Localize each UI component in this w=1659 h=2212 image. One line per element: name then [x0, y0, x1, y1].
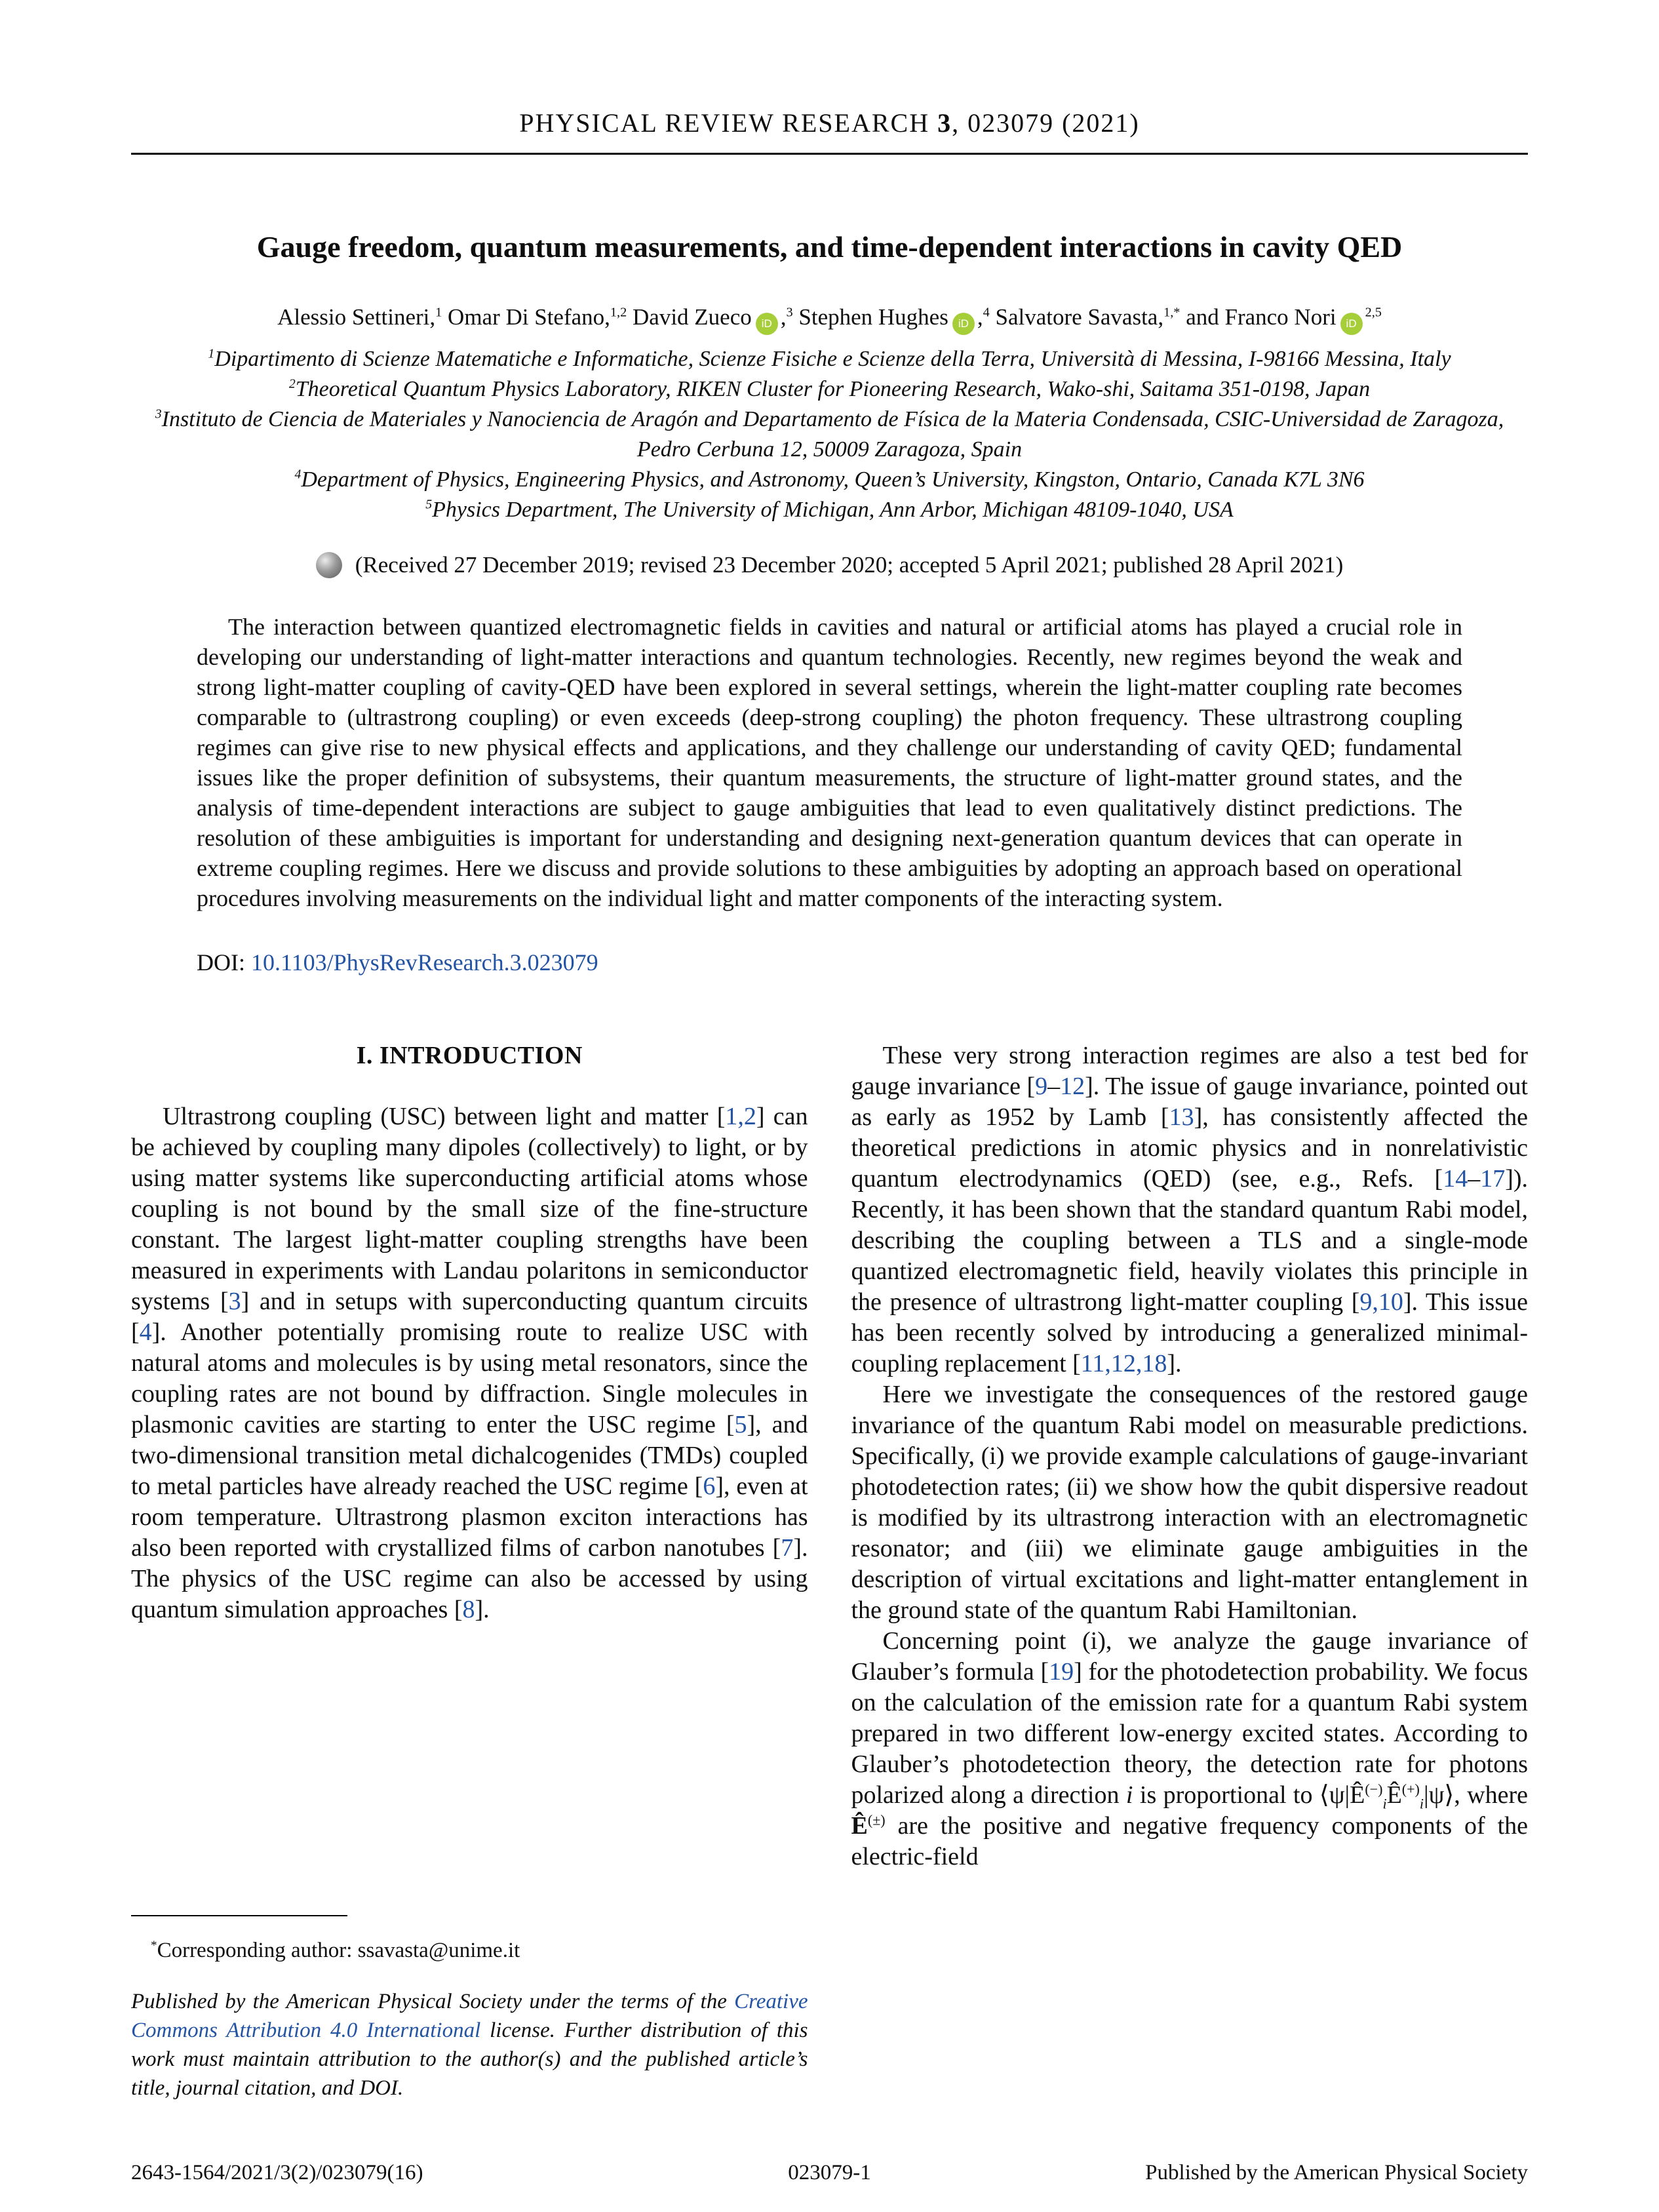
- text-segment: is proportional to ⟨ψ|: [1133, 1781, 1350, 1809]
- citation-link[interactable]: 7: [781, 1534, 794, 1562]
- text-segment: ,: [780, 304, 787, 330]
- footnote-block: [131, 1915, 808, 2103]
- text-segment: ].: [1167, 1350, 1182, 1377]
- text-segment: ], even at room temperature. Ultrastrong plasmon exciton interactions has also been reported with crystallized films of carbon nanotubes [: [131, 1472, 808, 1562]
- text-segment: Alessio Settineri,: [277, 304, 436, 330]
- text-segment: Stephen Hughes: [792, 304, 948, 330]
- text-segment: Ê: [851, 1812, 868, 1840]
- text-segment: Concerning point (i), we analyze the gauge invariance of Glauber’s formula [: [851, 1627, 1528, 1686]
- text-segment: These very strong interaction regimes are also a test bed for gauge invariance [: [851, 1042, 1528, 1100]
- text-segment: 2,5: [1365, 305, 1382, 320]
- corresponding-author-note: [131, 1936, 808, 1965]
- affiliations-block: [131, 344, 1528, 525]
- text-segment: license. Further distribution of this work must maintain attribution to the author(s) and the published article’s title, journal citation, and DOI.: [131, 2019, 808, 2100]
- text-segment: –: [1468, 1165, 1481, 1193]
- text-segment: 1: [208, 346, 215, 361]
- text-segment: ]). Recently, it has been shown that the standard quantum Rabi model, describing the coupling between a TLS and a single-mode quantized electromagnetic field, heavily violates this principle in the presence of ultrastrong light-matter coupling [: [851, 1165, 1528, 1316]
- citation-link[interactable]: 9: [1035, 1073, 1048, 1100]
- affiliation-1: [131, 344, 1528, 374]
- text-segment: 1,*: [1163, 305, 1181, 320]
- citation-link[interactable]: 6: [703, 1472, 716, 1500]
- received-text: (Received 27 December 2019; revised 23 December 2020; accepted 5 April 2021; published 28 April 2021): [355, 552, 1344, 578]
- text-segment: Physics Department, The University of Michigan, Ann Arbor, Michigan 48109-1040, USA: [432, 498, 1234, 522]
- text-segment: Ê: [1350, 1781, 1365, 1809]
- column-spacer: [131, 1625, 808, 1915]
- text-segment: ]. The issue of gauge invariance, pointed out as early as 1952 by Lamb [: [851, 1073, 1528, 1131]
- orcid-icon[interactable]: iD: [756, 313, 778, 335]
- text-segment: –: [1047, 1073, 1061, 1100]
- doi-line: [197, 947, 1528, 978]
- text-segment: 2: [288, 376, 296, 391]
- hyperlink[interactable]: 10.1103/PhysRevResearch.3.023079: [251, 949, 598, 976]
- body-paragraph-1: [851, 1040, 1529, 1379]
- text-segment: 3: [937, 108, 952, 138]
- affiliation-2: [131, 374, 1528, 405]
- issn-article-code: 2643-1564/2021/3(2)/023079(16): [131, 2161, 423, 2184]
- text-segment: ]. The physics of the USC regime can also be accessed by using quantum simulation approaches [: [131, 1534, 808, 1623]
- citation-link[interactable]: 19: [1049, 1658, 1074, 1686]
- authors-line: [131, 302, 1528, 335]
- orcid-icon[interactable]: iD: [1340, 313, 1363, 335]
- text-segment: Published by the American Physical Society under the terms of the: [131, 1990, 735, 2013]
- orcid-icon[interactable]: iD: [952, 313, 975, 335]
- text-segment: i: [1125, 1781, 1133, 1809]
- text-segment: ,: [977, 304, 983, 330]
- body-paragraph-2: [851, 1379, 1529, 1626]
- body-columns: [131, 1040, 1528, 2103]
- text-segment: (±): [867, 1811, 886, 1828]
- citation-link[interactable]: 3: [228, 1288, 241, 1315]
- text-segment: , 023079 (2021): [952, 108, 1140, 138]
- text-segment: Dipartimento di Scienze Matematiche e Informatiche, Scienze Fisiche e Scienze della Terra, Università di Messina, I-98166 Messina, Italy: [214, 347, 1451, 371]
- citation-link[interactable]: 1,2: [725, 1103, 756, 1130]
- text-segment: are the positive and negative frequency components of the electric-field: [851, 1812, 1528, 1870]
- text-segment: David Zueco: [627, 304, 752, 330]
- citation-link[interactable]: 5: [734, 1411, 747, 1438]
- header-rule: [131, 153, 1528, 155]
- license-note: [131, 1987, 808, 2103]
- footnote-rule: [131, 1915, 347, 1916]
- abstract: The interaction between quantized electromagnetic fields in cavities and natural or artificial atoms has played a crucial role in developing our understanding of light-matter interactions and quantum technologies. Recently, new regimes beyond the weak and strong light-matter coupling of cavity-QED have been explored in several settings, wherein the light-matter coupling rate becomes comparable to (ultrastrong coupling) or even exceeds (deep-strong coupling) the photon frequency. These ultrastrong coupling regimes can give rise to new physical effects and applications, and they challenge our understanding of cavity QED; fundamental issues like the proper definition of subsystems, their quantum measurements, the structure of light-matter ground states, and the analysis of time-dependent interactions are subject to gauge ambiguities that lead to even qualitatively distinct predictions. The resolution of these ambiguities is important for understanding and designing next-generation quantum devices that can operate in extreme coupling regimes. Here we discuss and provide solutions to these ambiguities by adopting an approach based on operational procedures involving measurements on the individual light and matter components of the interacting system.: [197, 614, 1462, 911]
- text-segment: Ultrastrong coupling (USC) between light and matter [: [163, 1103, 726, 1130]
- text-segment: Salvatore Savasta,: [989, 304, 1164, 330]
- citation-link[interactable]: 4: [139, 1318, 152, 1346]
- text-segment: Omar Di Stefano,: [442, 304, 610, 330]
- text-segment: ]. Another potentially promising route to realize USC with natural atoms and molecules is by using metal resonators, since the coupling rates are not bound by diffraction. Single molecules in plasmonic cavities are starting to enter the USC regime [: [131, 1318, 808, 1438]
- citation-link[interactable]: 17: [1480, 1165, 1506, 1193]
- affiliation-3: [131, 405, 1528, 465]
- text-segment: 3: [155, 406, 162, 422]
- text-segment: ], and two-dimensional transition metal dichalcogenides (TMDs) coupled to metal particles have already reached the USC regime [: [131, 1411, 808, 1500]
- text-segment: i: [1382, 1795, 1387, 1812]
- text-segment: ].: [475, 1596, 490, 1623]
- intro-paragraph: [131, 1101, 808, 1625]
- text-segment: Ê: [1386, 1781, 1402, 1809]
- text-segment: Department of Physics, Engineering Physics, and Astronomy, Queen’s University, Kingston, Ontario, Canada K7L 3N6: [301, 467, 1365, 492]
- text-segment: Instituto de Ciencia de Materiales y Nanociencia de Aragón and Departamento de Física de la Materia Condensada, CSIC-Universidad de Zaragoza, Pedro Cerbuna 12, 50009 Zaragoza, Spain: [161, 407, 1504, 462]
- text-segment: 4: [983, 305, 990, 320]
- citation-link[interactable]: 11,12,18: [1080, 1350, 1167, 1377]
- text-segment: ] for the photodetection probability. We focus on the calculation of the emission rate for a quantum Rabi system prepared in two different low-energy excited states. According to Glauber’s photodetection theory, the detection rate for photons polarized along a direction: [851, 1658, 1528, 1809]
- citation-link[interactable]: 8: [462, 1596, 475, 1623]
- text-segment: ] and in setups with superconducting quantum circuits [: [131, 1288, 808, 1346]
- journal-header: [131, 108, 1528, 138]
- affiliation-4: [131, 465, 1528, 495]
- text-segment: 5: [425, 497, 433, 512]
- text-segment: i: [1419, 1795, 1424, 1812]
- text-segment: 4: [294, 467, 302, 482]
- body-paragraph-3: [851, 1626, 1529, 1872]
- text-segment: ] can be achieved by coupling many dipoles (collectively) to light, or by using matter systems like superconducting artificial atoms whose coupling is not bound by the small size of the fine-structure constant. The largest light-matter coupling strengths have been measured in experiments with Landau polaritons in semiconductor systems [: [131, 1103, 808, 1315]
- text-segment: (+): [1401, 1781, 1420, 1798]
- page-content: [131, 108, 1528, 2103]
- text-segment: 3: [786, 305, 793, 320]
- crossmark-badge-icon[interactable]: [316, 552, 342, 578]
- paper-title: Gauge freedom, quantum measurements, and time-dependent interactions in cavity QED: [256, 230, 1403, 264]
- text-segment: Here we investigate the consequences of the restored gauge invariance of the quantum Rabi model on measurable predictions. Specifically, (i) we provide example calculations of gauge-invariant photodetection rates; (ii) we show how the qubit dispersive readout is modified by its ultrastrong interaction with an electromagnetic resonator; and (iii) we eliminate gauge ambiguities in the description of virtual excitations and light-matter entanglement in the ground state of the quantum Rabi Hamiltonian.: [851, 1381, 1528, 1624]
- hyperlink[interactable]: Creative Commons Attribution 4.0 International: [131, 1990, 808, 2042]
- right-column: [851, 1040, 1529, 2103]
- page-footer: [131, 2160, 1528, 2186]
- left-column: [131, 1040, 808, 2103]
- received-line: [131, 549, 1528, 582]
- text-segment: Theoretical Quantum Physics Laboratory, RIKEN Cluster for Pioneering Research, Wako-shi, Saitama 351-0198, Japan: [295, 377, 1371, 401]
- page-number: 023079-1: [788, 2161, 871, 2184]
- text-segment: ]. This issue has been recently solved by introducing a generalized minimal-coupling replacement [: [851, 1288, 1528, 1377]
- text-segment: |ψ⟩, where: [1424, 1781, 1528, 1809]
- affiliation-5: [131, 495, 1528, 525]
- text-segment: ], has consistently affected the theoretical predictions in atomic physics and in nonrelativistic quantum electrodynamics (QED) (see, e.g., Refs. [: [851, 1103, 1528, 1193]
- text-segment: *: [151, 1939, 157, 1952]
- text-segment: and Franco Nori: [1180, 304, 1337, 330]
- publisher-note: Published by the American Physical Society: [1145, 2161, 1529, 2184]
- section-heading-introduction: I. INTRODUCTION: [356, 1042, 583, 1069]
- text-segment: DOI:: [197, 949, 251, 976]
- text-segment: PHYSICAL REVIEW RESEARCH: [519, 108, 938, 138]
- citation-link[interactable]: 13: [1169, 1103, 1194, 1131]
- citation-link[interactable]: 9,10: [1359, 1288, 1403, 1316]
- text-segment: 1,2: [610, 305, 627, 320]
- text-segment: (−): [1365, 1781, 1383, 1798]
- text-segment: Corresponding author: ssavasta@unime.it: [157, 1939, 520, 1962]
- citation-link[interactable]: 14: [1443, 1165, 1468, 1193]
- citation-link[interactable]: 12: [1060, 1073, 1085, 1100]
- text-segment: 1: [435, 305, 442, 320]
